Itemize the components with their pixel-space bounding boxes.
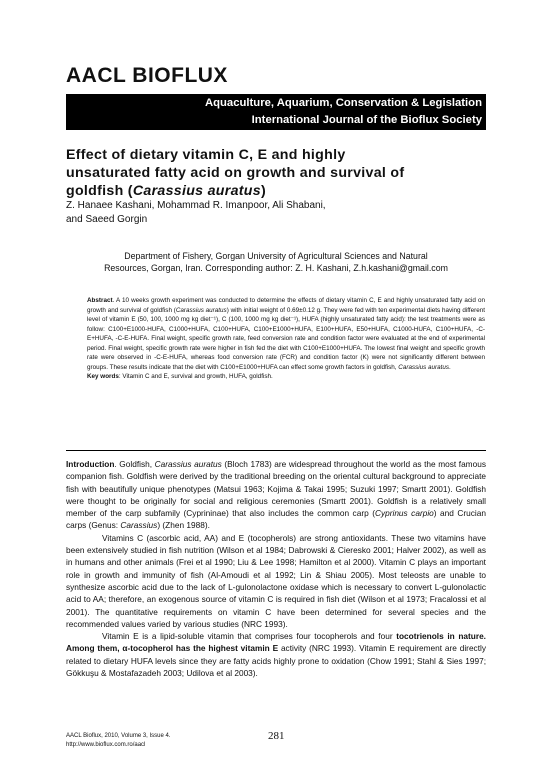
abstract-body-a: . A 10 weeks growth experiment was conducted to determine the effects of dietary vitamin C, E and highly unsaturated fatty acid on growth and survival of goldfish ( [87, 297, 485, 314]
page-number: 281 [268, 730, 285, 742]
journal-name: AACL BIOFLUX [66, 64, 228, 87]
keywords-text: : Vitamin C and E, survival and growth, HUFA, goldfish. [118, 373, 273, 380]
title-species: Carassius auratus [132, 183, 261, 199]
paragraph-introduction [66, 458, 486, 532]
abstract-label: Abstract [87, 297, 113, 304]
title-line-1: Effect of dietary vitamin C, E and highly [66, 147, 346, 163]
paragraph-vitamins: Vitamins C (ascorbic acid, AA) and E (tocopherols) are strong antioxidants. These two vitamins have been extensively studied in fish nutrition (Wilson et al 1984; Dabrowski & Cieresko 2001; Halver 2002), as well as in humans and other animals (Frei et al 1990; Liu & Lee 1998; Hamilton et al 2000). Vitamin C plays an important role in growth and immunity of fish (Al-Amoudi et al 1992; Lin & Shiau 2005). Most teleosts are unable to synthesize ascorbic acid due to the lack of L-gulonolactone oxidase which is necessary to convert L-gulonolactic acid to AA; therefore, an exogenous source of vitamin C is required in fish diet (Wilson et al 1973; Fracalossi et al 2001). The quantitative requirements on vitamin C have been determined for several species and the recommended values varied by various studies (NRC 1993). [66, 532, 486, 629]
affiliation [66, 250, 486, 274]
paragraph-vitamin-e [66, 630, 486, 679]
journal-subtitle: Aquaculture, Aquarium, Conservation & Legislation [204, 97, 482, 109]
title-line-3 [66, 182, 496, 200]
abstract-body-b: ) with initial weight of 0.69±0.12 g. They were fed with ten experimental diets having different level of vitamin E (50, 100, 1000 mg kg diet⁻¹), C (100, 1000 mg kg diet⁻¹), HUFA (highly unsaturated fatty acid): the test treatments were as follow: C100+E1000-HUFA, C1000+HUFA, C100+HUFA, C100+E1000+HUFA, E100+HUFA, E50+HUFA, C1000-HUFA, C100+HUFA, -C-E+HUFA, -C-E-HUFA. Final weight, specific growth rate, feed conversion rate and condition factor were evaluated at the end of experimental period. Final weight, specific growth rate were higher in fish fed the diet with C100+E1000+HUFA. The lowest final weight and specific growth rate were observed in -C-E-HUFA, whereas food conversion rate (FCR) and condition factor (K) were not significantly different between groups. These results indicate that the diet with C100+E1000+HUFA can effect some growth factors in goldfish, [87, 306, 485, 371]
section-divider [66, 450, 486, 451]
affiliation-line-1: Department of Fishery, Gorgan University of Agricultural Sciences and Natural [124, 251, 428, 261]
title-line-2: unsaturated fatty acid on growth and survival of [66, 165, 405, 181]
intro-species-2: Cyprinus carpio [374, 508, 434, 519]
abstract-species: Carassius auratus [175, 306, 227, 314]
intro-text-b: (Bloch 1783) are widespread throughout the world as the most famous companion fish. Goldfish were derived by the traditional breeding on the oriental cultural background to appreciate fish with beautifully unique phenotypes (Matsui 1963; Kojima & Takai 1995; Suzuki 1997; Smartt 2001). Goldfish were thought to be originally for social and religious ceremonies (Smartt 2001). Goldfish is a relatively small member of the carp subfamily (Cyprininae) that also includes the common carp ( [66, 459, 486, 519]
keywords [87, 372, 485, 382]
title-prefix: goldfish ( [66, 183, 133, 199]
author-list [66, 199, 486, 227]
intro-text-d: ) (Zhen 1988). [157, 520, 210, 531]
vitamin-e-text-a: Vitamin E is a lipid-soluble vitamin that comprises four tocopherols and four [102, 631, 397, 642]
intro-species-3: Carassius [120, 520, 158, 531]
abstract-species-end: Carassius auratus [398, 363, 450, 371]
footer-citation: AACL Bioflux, 2010, Volume 3, Issue 4. [66, 733, 171, 739]
abstract-body-c: . [449, 363, 451, 371]
intro-text-c: ) and Crucian carps (Genus: [66, 508, 486, 531]
footer-url[interactable]: http://www.bioflux.com.ro/aacl [66, 741, 146, 748]
affiliation-line-2: Resources, Gorgan, Iran. Corresponding author: Z. H. Kashani, Z.h.kashani@gmail.com [104, 263, 448, 273]
authors-line-1: Z. Hanaee Kashani, Mohammad R. Imanpoor, Ali Shabani, [66, 200, 326, 211]
article-title [66, 146, 496, 200]
title-suffix: ) [260, 183, 266, 199]
intro-heading: Introduction [66, 459, 115, 469]
abstract-text [87, 296, 485, 372]
article-body [66, 458, 486, 679]
page-footer [66, 732, 366, 749]
abstract [87, 296, 485, 382]
journal-banner [66, 94, 486, 130]
journal-tagline: International Journal of the Bioflux Society [251, 114, 482, 126]
intro-text-a: . Goldfish, [114, 459, 155, 469]
keywords-label: Key words [87, 373, 119, 380]
authors-line-2: and Saeed Gorgin [66, 214, 148, 225]
vitamin-e-text-b: activity (NRC 1993). Vitamin E requirement are directly related to dietary HUFA levels since they are fatty acids highly prone to oxidation (Chow 1991; Stahl & Sies 1997; Gökkuşu & Mostafazadeh 2003; Udilova et al 2003). [66, 643, 487, 679]
vitamin-e-bold: tocotrienols in nature. Among them, α-tocopherol has the highest vitamin E [66, 631, 486, 654]
intro-species: Carassius auratus [154, 459, 222, 469]
